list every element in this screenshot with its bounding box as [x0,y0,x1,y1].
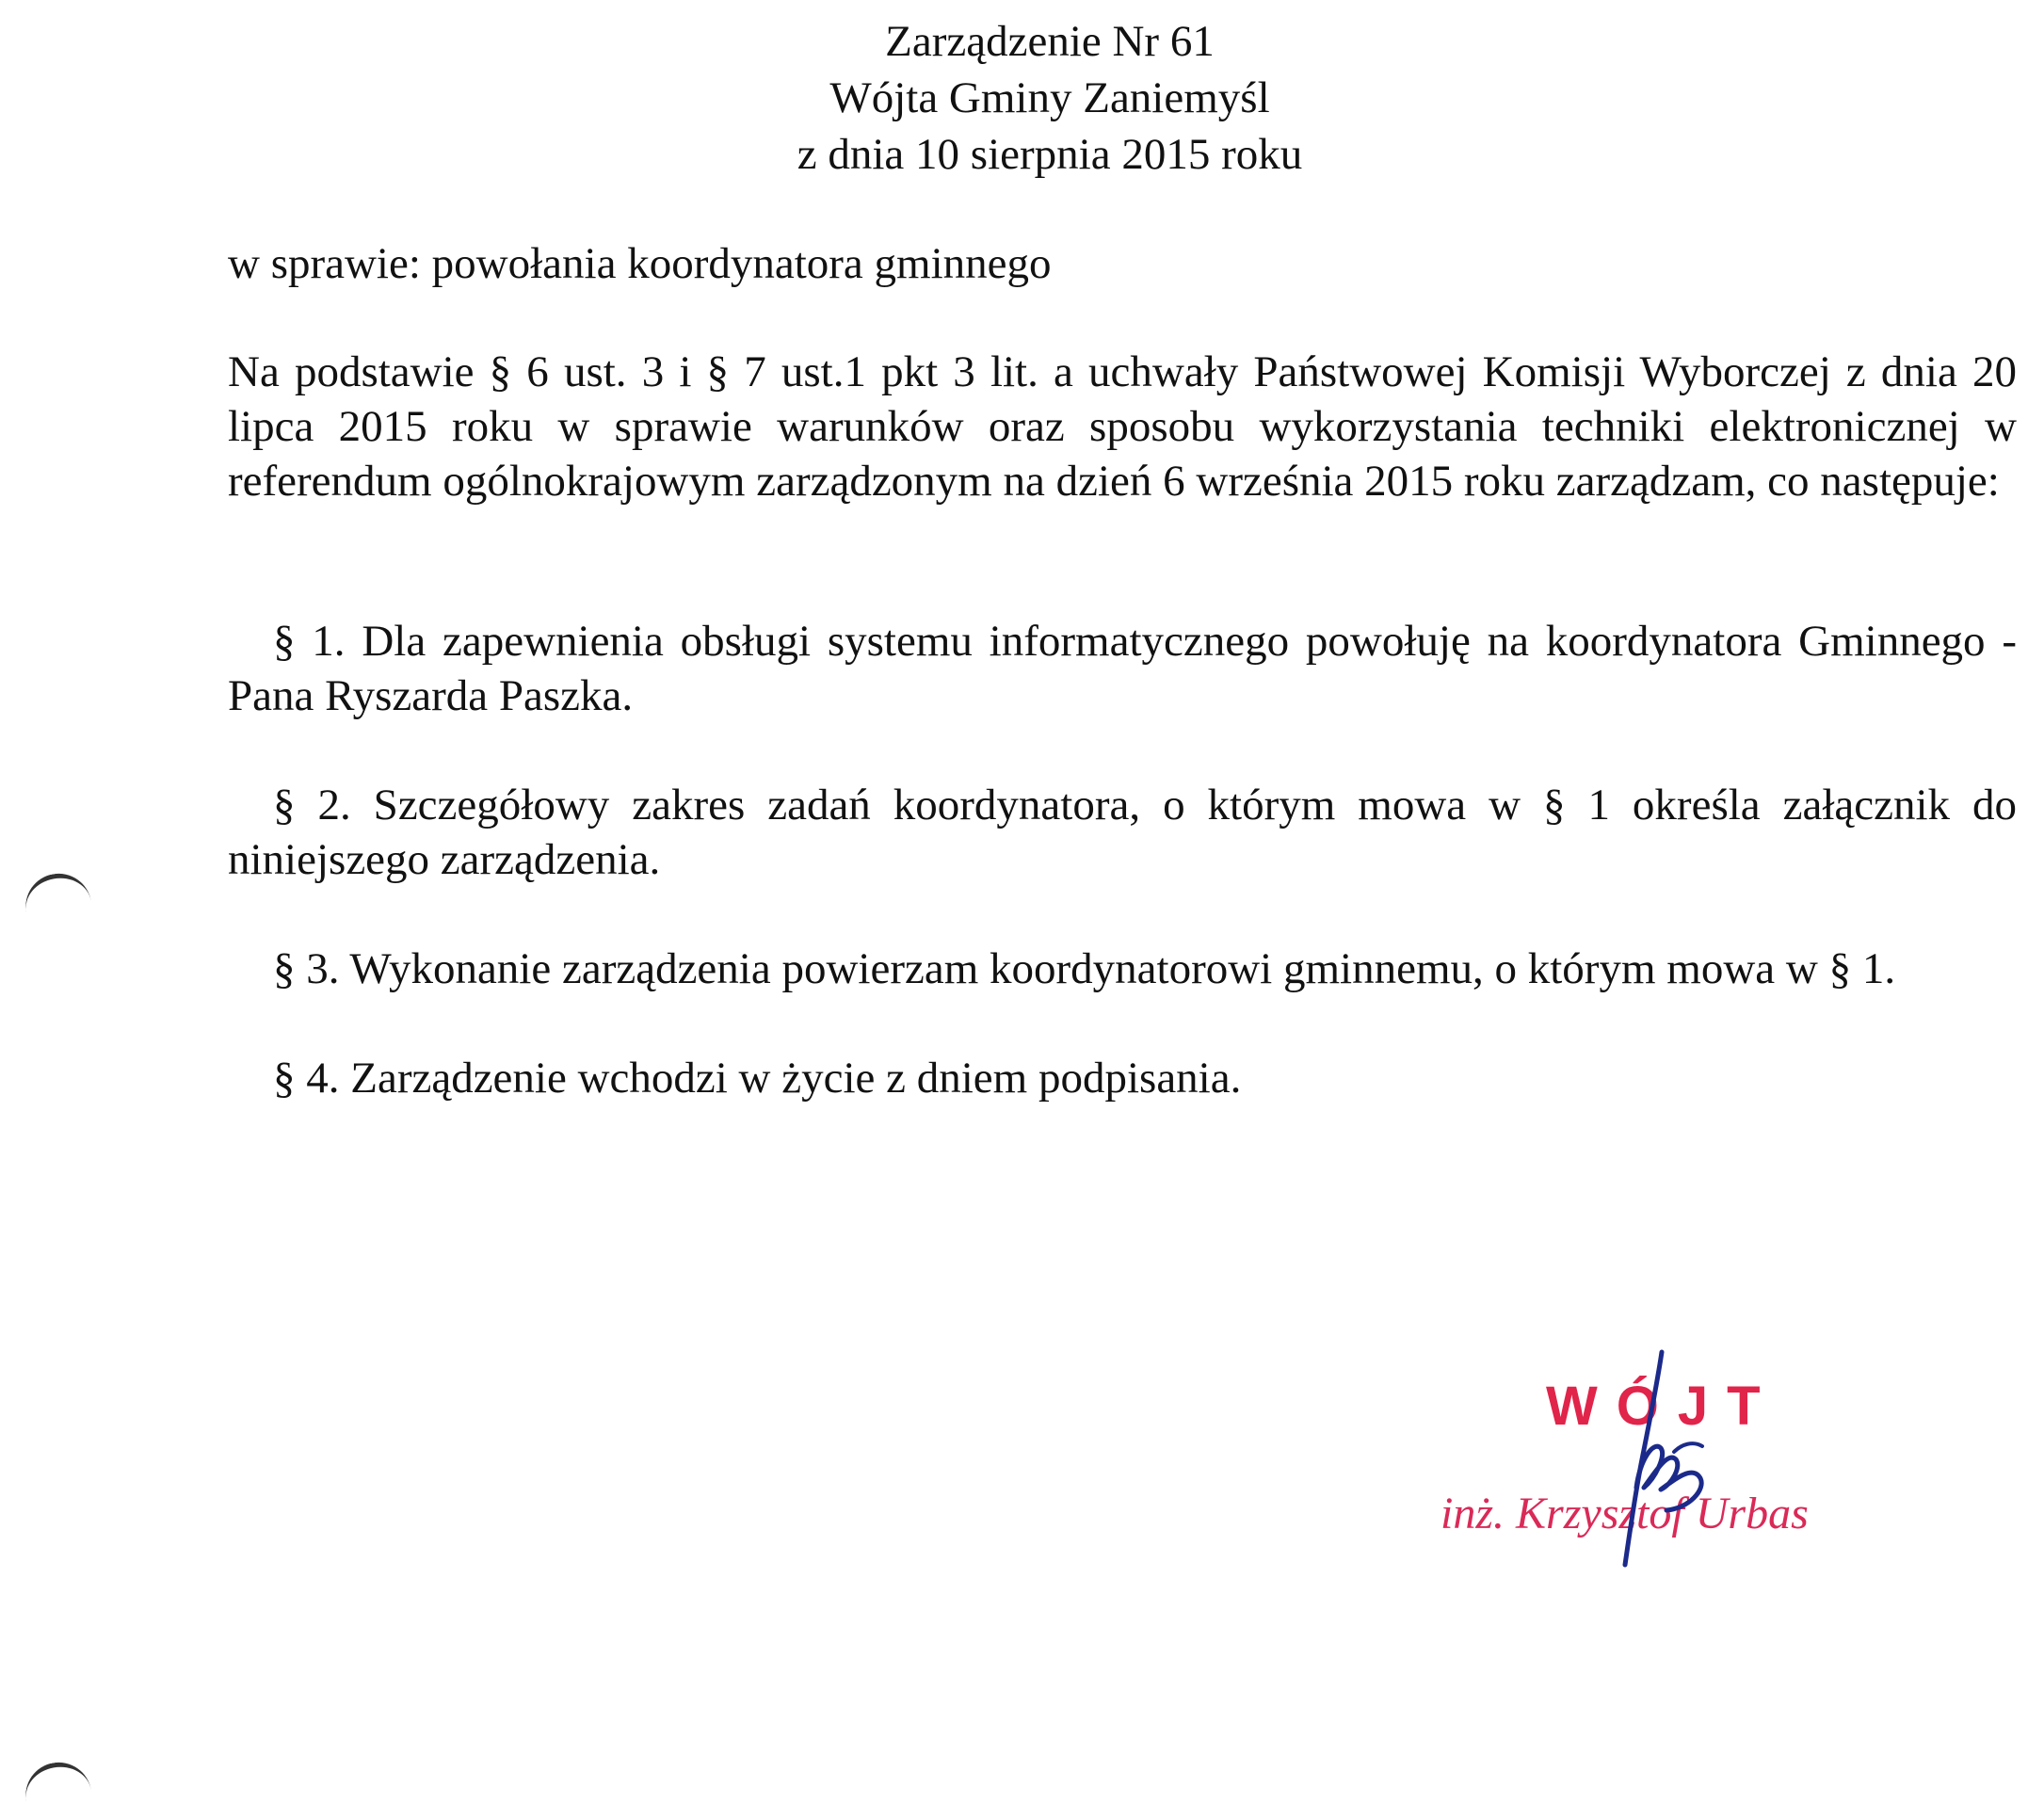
section-3: § 3. Wykonanie zarządzenia powierzam koordynatorowi gminnemu, o którym mowa w § 1. [273,944,1896,993]
document-subject: w sprawie: powołania koordynatora gminnego [228,239,1052,288]
section-4: § 4. Zarządzenie wchodzi w życie z dniem podpisania. [273,1054,1242,1103]
document-header [0,13,2028,183]
stamp-name: inż. Krzysztof Urbas [1441,1489,1809,1538]
document-issuer: Wójta Gminy Zaniemyśl [829,73,1270,122]
handwritten-signature [1563,1346,1732,1572]
section-2: § 2. Szczegółowy zakres zadań koordynatora, o którym mowa w § 1 określa załącznik do niniejszego zarządzenia. [228,781,2017,884]
punch-hole-mark [21,1757,94,1819]
stamp-title: WÓJT [1546,1376,1779,1437]
punch-hole-mark [21,868,94,930]
document-date: z dnia 10 sierpnia 2015 roku [797,130,1303,179]
section-1: § 1. Dla zapewnienia obsługi systemu informatycznego powołuję na koordynatora Gminnego - Pana Ryszarda Paszka. [228,617,2017,720]
legal-basis-paragraph: Na podstawie § 6 ust. 3 i § 7 ust.1 pkt 3 lit. a uchwały Państwowej Komisji Wyborczej z dnia 20 lipca 2015 roku w sprawie warunków oraz sposobu wykorzystania techniki elektronicznej w referendum ogólnokrajowym zarządzonym na dzień 6 września 2015 roku zarządzam, co następuje: [228,347,2017,506]
document-title: Zarządzenie Nr 61 [885,17,1215,66]
